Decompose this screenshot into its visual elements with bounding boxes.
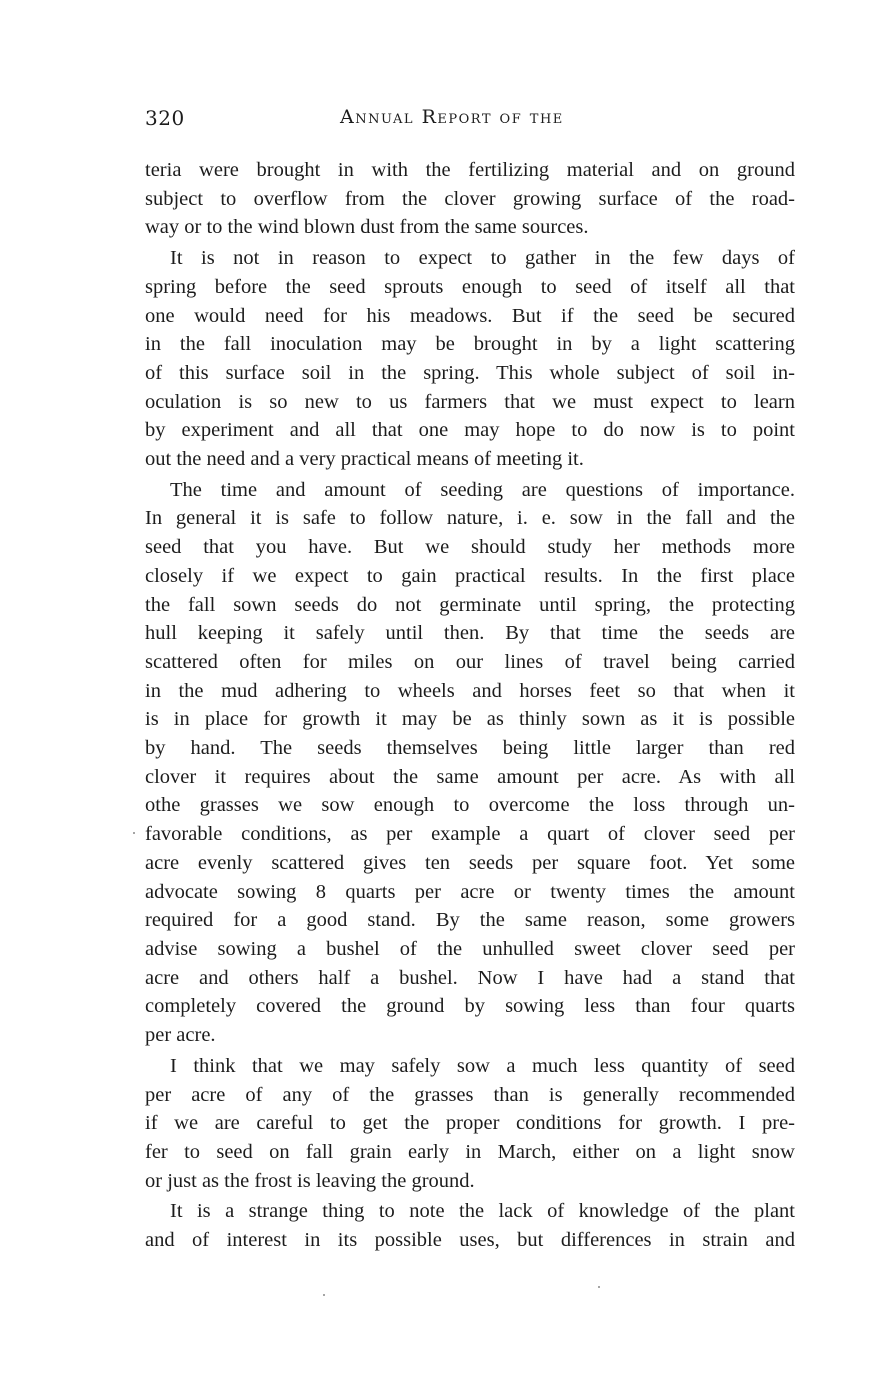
scan-speck: [323, 1294, 325, 1296]
paragraph: [145, 1197, 795, 1226]
scan-speck: [133, 832, 135, 834]
text-line: The time and amount of seeding are questions of importance.: [170, 478, 795, 501]
text-line: acre evenly scattered gives ten seeds per square foot. Yet some: [145, 851, 795, 874]
text-line: scattered often for miles on our lines of travel being carried: [145, 650, 795, 673]
body-text: [145, 156, 795, 1255]
text-line: or just as the frost is leaving the ground.: [145, 1169, 475, 1192]
text-line: and of interest in its possible uses, but differences in strain and: [145, 1229, 795, 1252]
text-line: required for a good stand. By the same reason, some growers: [145, 909, 795, 932]
text-line: the fall sown seeds do not germinate until spring, the protecting: [145, 593, 795, 616]
text-line: seed that you have. But we should study her methods more: [145, 536, 795, 559]
text-line: per acre of any of the grasses than is generally recommended: [145, 1083, 795, 1106]
text-line: favorable conditions, as per example a quart of clover seed per: [145, 823, 795, 846]
scan-speck: [598, 1286, 600, 1288]
paragraph: [145, 244, 795, 273]
text-line: othe grasses we sow enough to overcome the loss through un-: [145, 794, 795, 817]
text-line: teria were brought in with the fertilizing material and on ground: [145, 159, 795, 181]
text-line: closely if we expect to gain practical results. In the first place: [145, 564, 795, 587]
page-number: 320: [145, 106, 185, 130]
text-line: is in place for growth it may be as thinly sown as it is possible: [145, 708, 795, 731]
text-line: fer to seed on fall grain early in March, either on a light snow: [145, 1140, 795, 1163]
text-line: advocate sowing 8 quarts per acre or twenty times the amount: [145, 880, 795, 903]
text-line: completely covered the ground by sowing less than four quarts: [145, 995, 795, 1018]
text-line: oculation is so new to us farmers that we must expect to learn: [145, 390, 795, 413]
text-line: hull keeping it safely until then. By that time the seeds are: [145, 622, 795, 645]
text-line: per acre.: [145, 1024, 216, 1047]
text-line: in the fall inoculation may be brought in by a light scattering: [145, 333, 795, 356]
paragraph: [145, 476, 795, 505]
text-line: advise sowing a bushel of the unhulled sweet clover seed per: [145, 937, 795, 960]
text-line: clover it requires about the same amount per acre. As with all: [145, 765, 795, 788]
text-line: It is a strange thing to note the lack of knowledge of the plant: [170, 1200, 795, 1223]
paragraph: [145, 1081, 795, 1167]
text-line: by hand. The seeds themselves being little larger than red: [145, 737, 795, 760]
text-line: one would need for his meadows. But if the seed be secured: [145, 304, 795, 327]
paragraph: [145, 156, 795, 213]
text-line: acre and others half a bushel. Now I have had a stand that: [145, 966, 795, 989]
text-line: out the need and a very practical means of meeting it.: [145, 448, 584, 471]
paragraph: [145, 273, 795, 445]
text-line: way or to the wind blown dust from the same sources.: [145, 216, 589, 239]
paragraph: [145, 1226, 795, 1255]
text-line: by experiment and all that one may hope to do now is to point: [145, 419, 795, 442]
text-line: of this surface soil in the spring. This whole subject of soil in-: [145, 361, 795, 384]
text-line: In general it is safe to follow nature, i. e. sow in the fall and the: [145, 507, 795, 530]
paragraph-last-line: [145, 1021, 795, 1050]
paragraph-last-line: [145, 445, 795, 474]
text-line: I think that we may safely sow a much less quantity of seed: [170, 1054, 795, 1077]
text-line: It is not in reason to expect to gather in the few days of: [170, 247, 795, 270]
running-head: Annual Report of the: [340, 106, 564, 128]
paragraph: [145, 504, 795, 1021]
text-line: subject to overflow from the clover growing surface of the road-: [145, 187, 795, 210]
text-line: in the mud adhering to wheels and horses feet so that when it: [145, 679, 795, 702]
text-line: if we are careful to get the proper conditions for growth. I pre-: [145, 1112, 795, 1135]
paragraph: [145, 1052, 795, 1081]
text-line: spring before the seed sprouts enough to seed of itself all that: [145, 275, 795, 298]
paragraph-last-line: [145, 213, 795, 242]
paragraph-last-line: [145, 1167, 795, 1196]
page-header: [145, 106, 795, 134]
